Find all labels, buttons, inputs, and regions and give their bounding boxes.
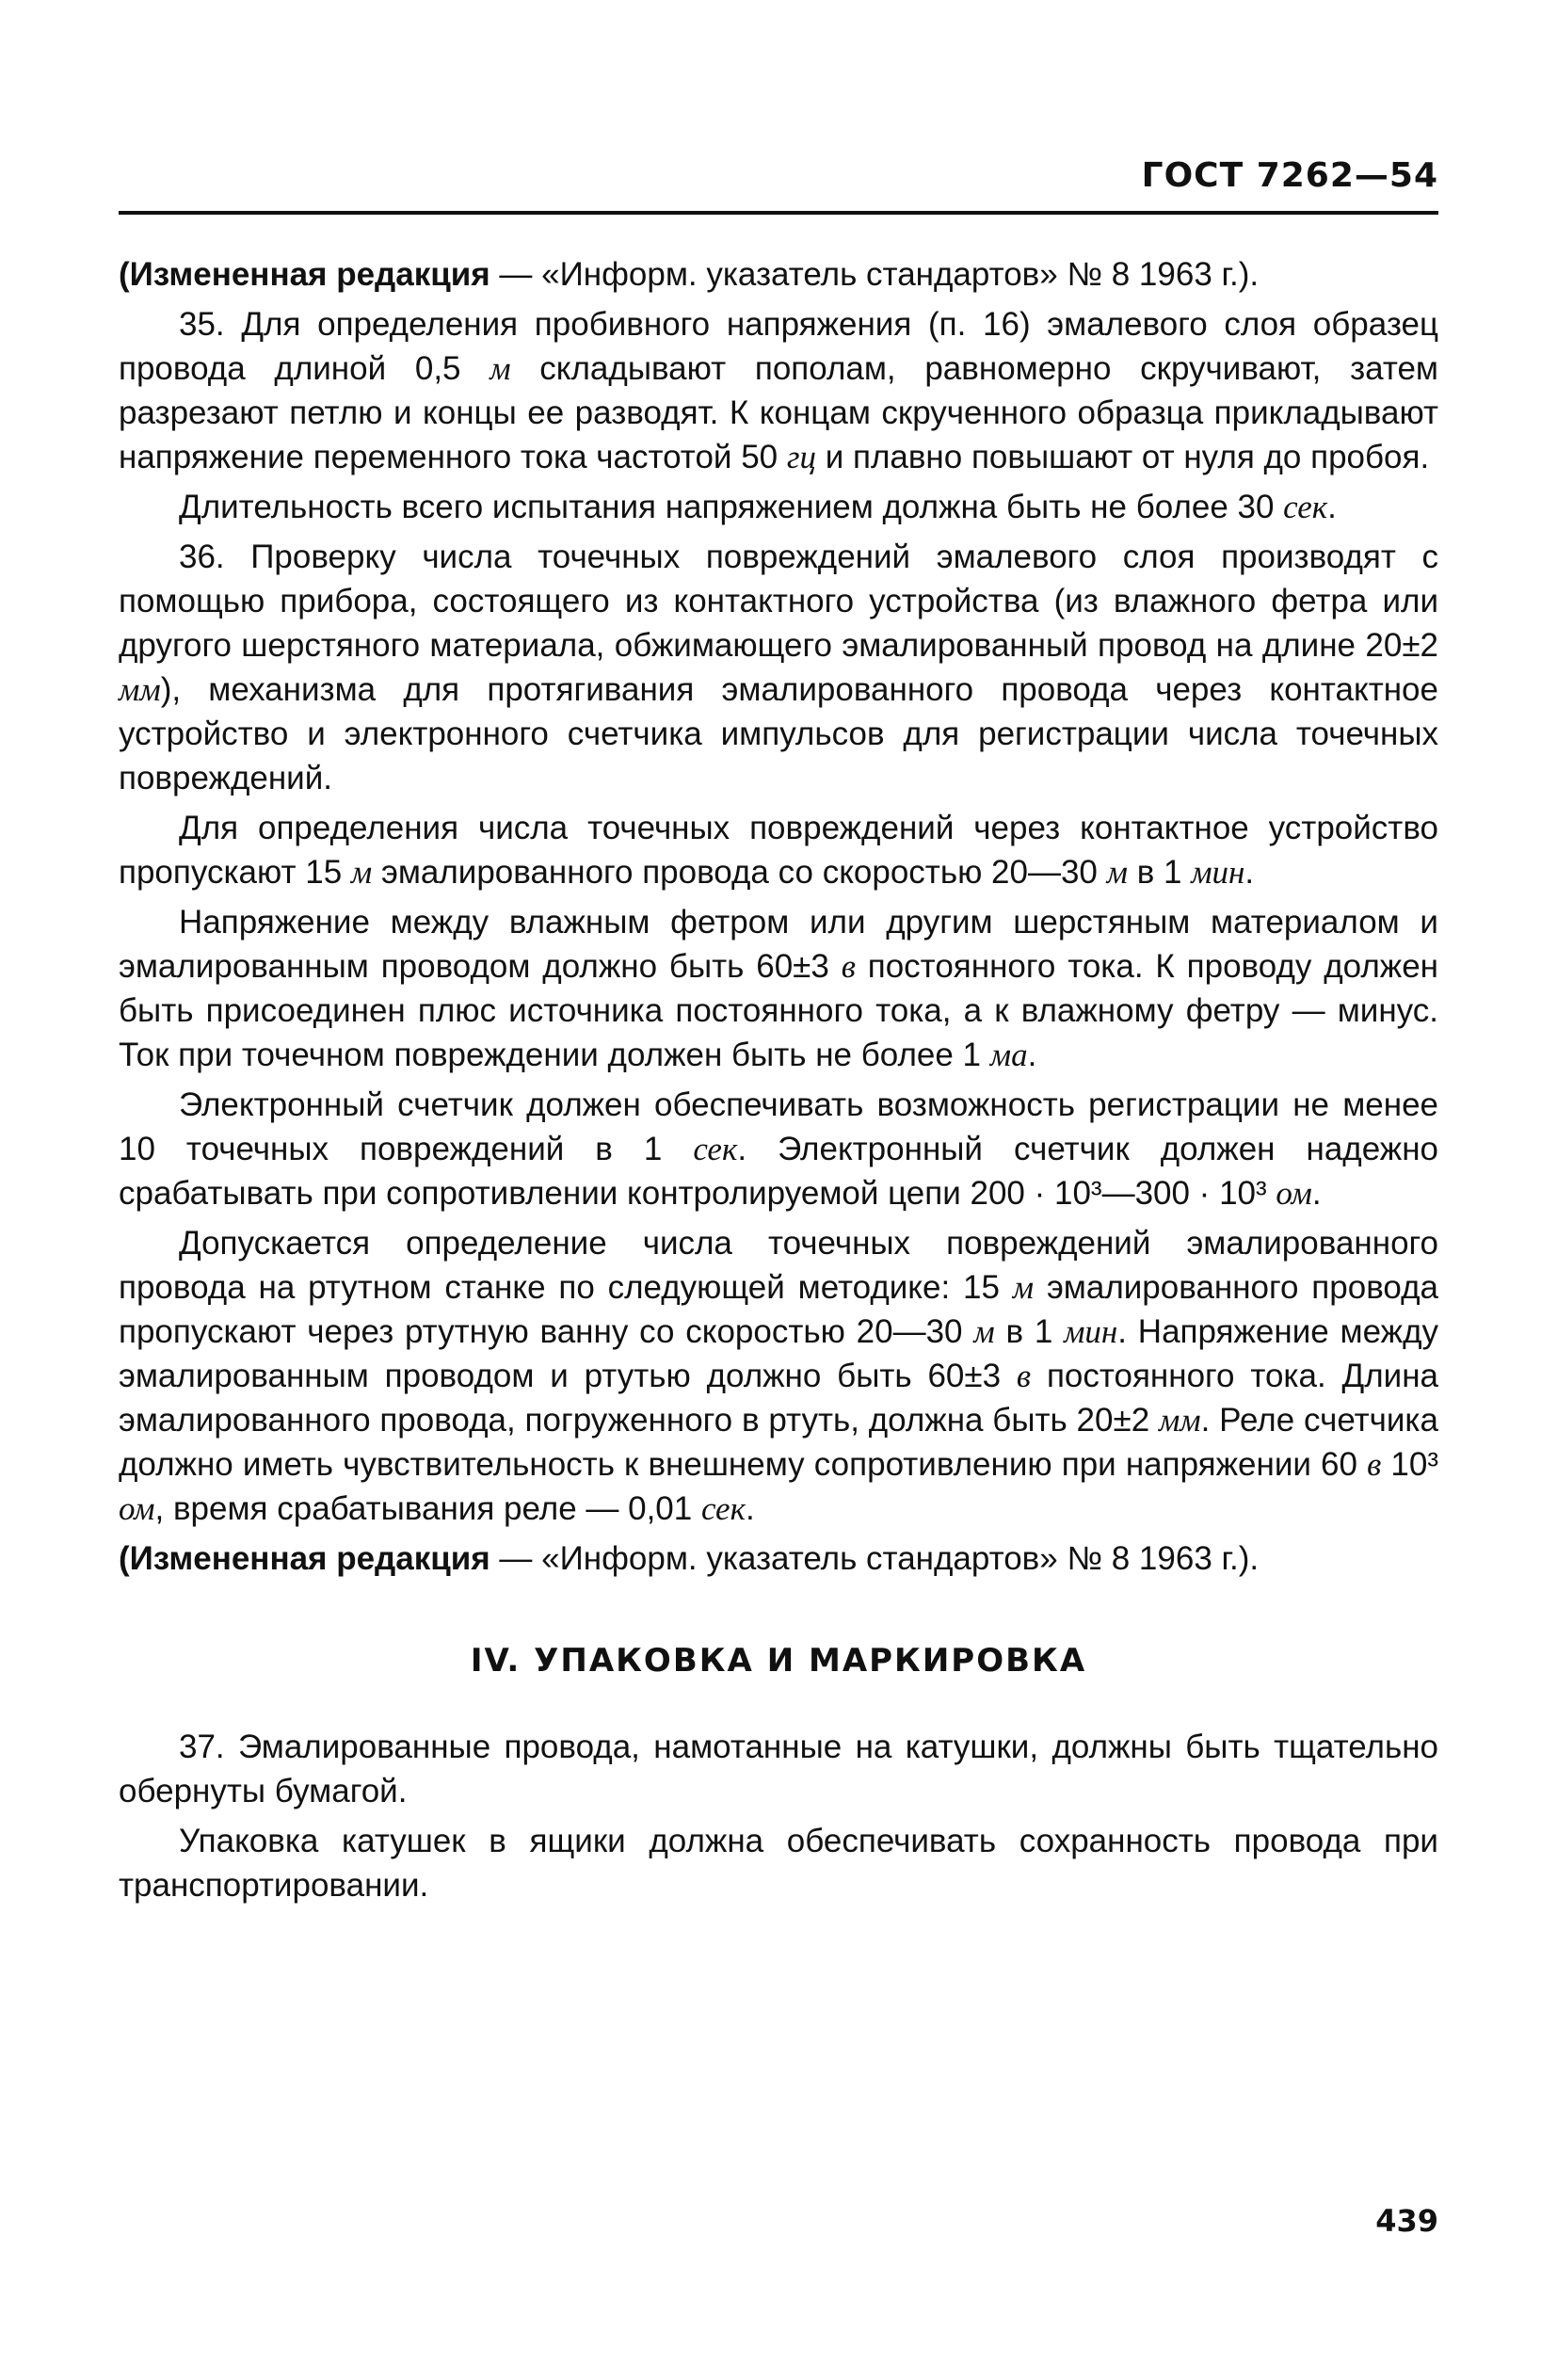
clause-37: 37. Эмалированные провода, намотанные на катушки, должны быть тщательно обернуты бумагой. xyxy=(119,1729,1438,1809)
clause-36c-text-c: . xyxy=(1027,1037,1037,1073)
clause-36e-text-b: эмалированного провода пропускают через ртутную ванну со скоростью 20—30 xyxy=(119,1269,1438,1350)
unit: м xyxy=(1106,854,1128,891)
unit: ма xyxy=(989,1037,1028,1073)
unit: мм xyxy=(1158,1402,1201,1439)
unit: мин xyxy=(1064,1313,1118,1350)
clause-37-packing: Упаковка катушек в ящики должна обеспечивать сохранность провода при транспортировании. xyxy=(119,1823,1438,1904)
clause-36-voltage xyxy=(119,900,1438,1077)
unit: сек xyxy=(700,1490,746,1527)
section-title: IV. УПАКОВКА И МАРКИРОВКА xyxy=(470,1642,1087,1680)
clause-35-text-c: и плавно повышают от нуля до пробоя. xyxy=(816,439,1430,475)
unit: м xyxy=(350,854,373,891)
clause-36c-text-b: постоянного тока. К проводу должен быть присоединен плюс источника постоянного тока, а к влажному фетру — минус. Ток при точечном повреждении должен быть не более 1 xyxy=(119,948,1438,1073)
clause-36-speed xyxy=(119,806,1438,894)
clause-36e-text-a: Допускается определение числа точечных повреждений эмалированного провода на ртутном станке по следующей методике: 15 xyxy=(119,1225,1438,1306)
unit: ом xyxy=(119,1490,155,1527)
clause-36b-text-c: в 1 xyxy=(1127,854,1192,891)
unit: в xyxy=(1367,1446,1382,1483)
clause-35-text-b: складывают пополам, равномерно скручивают, затем разрезают петлю и концы ее разводят. К концам скрученного образца прикладывают напряжение переменного тока частотой 50 xyxy=(119,350,1438,475)
clause-36-mercury xyxy=(119,1221,1438,1531)
unit: сек xyxy=(693,1131,738,1167)
unit: ом xyxy=(1276,1175,1312,1212)
clause-36-counter xyxy=(119,1083,1438,1215)
clause-36e-text-d: . Напряжение между эмалированным проводом и ртутью должно быть 60±3 xyxy=(119,1313,1438,1394)
page-header xyxy=(119,151,1438,215)
clause-36-text-a: 36. Проверку числа точечных повреждений эмалевого слоя производят с помощью прибора, состоящего из контактного устройства (из влажного фетра или другого шерстяного материала, обжимающего эмалированный провод на длине 20±2 xyxy=(119,539,1438,664)
unit: гц xyxy=(786,439,816,475)
clause-36e-text-e: постоянного тока. Длина эмалированного провода, погруженного в ртуть, должна быть 20±2 xyxy=(119,1358,1439,1439)
clause-35-text-a: 35. Для определения пробивного напряжения (п. 16) эмалевого слоя образец провода длиной 0,5 xyxy=(119,306,1438,387)
clause-36e-text-h: , время срабатывания реле — 0,01 xyxy=(154,1490,701,1527)
standard-code: ГОСТ 7262—54 xyxy=(1141,156,1438,195)
clause-36d-text-c: . xyxy=(1311,1175,1322,1212)
clause-36b-text-b: эмалированного провода со скоростью 20—30 xyxy=(372,854,1107,891)
clause-36d-text-b: . Электронный счетчик должен надежно срабатывать при сопротивлении контролируемой цепи 200 · 10³—300 · 10³ xyxy=(119,1131,1438,1212)
clause-35 xyxy=(119,302,1438,479)
unit: м xyxy=(1012,1269,1035,1306)
edit-note-1-rest: — «Информ. указатель стандартов» № 8 1963 г.). xyxy=(490,256,1260,293)
clause-36-text-b: ), механизма для протягивания эмалированного провода через контактное устройство и электронного счетчика импульсов для регистрации числа точечных повреждений. xyxy=(119,671,1438,796)
unit: мин xyxy=(1191,854,1245,891)
unit: в xyxy=(841,948,856,985)
clause-36b-text-a: Для определения числа точечных повреждений через контактное устройство пропускают 15 xyxy=(119,810,1438,891)
clause-35b-text-b: . xyxy=(1327,489,1337,525)
edit-note-1 xyxy=(119,252,1438,297)
clause-35b-text-a: Длительность всего испытания напряжением должна быть не более 30 xyxy=(179,489,1284,525)
clause-36d-text-a: Электронный счетчик должен обеспечивать возможность регистрации не менее 10 точечных повреждений в 1 xyxy=(119,1086,1438,1167)
clause-36e-text-f: . Реле счетчика должно иметь чувствительность к внешнему сопротивлению при напряжении 60 xyxy=(119,1402,1438,1483)
clause-36 xyxy=(119,535,1438,800)
clause-36b-text-d: . xyxy=(1244,854,1255,891)
unit: м xyxy=(490,350,511,387)
document-body xyxy=(119,252,1438,1913)
edit-note-2-rest: — «Информ. указатель стандартов» № 8 1963 г.). xyxy=(490,1540,1260,1577)
clause-36e-text-c: в 1 xyxy=(994,1313,1065,1350)
edit-note-2-bold: (Измененная редакция xyxy=(119,1540,490,1577)
clause-36e-text-i: . xyxy=(745,1490,755,1527)
unit: мм xyxy=(119,671,161,708)
unit: в xyxy=(1016,1358,1032,1394)
edit-note-2 xyxy=(119,1536,1438,1581)
clause-36e-text-g: 10³ xyxy=(1381,1446,1438,1483)
unit: м xyxy=(973,1313,995,1350)
edit-note-1-bold: (Измененная редакция xyxy=(119,256,490,293)
unit: сек xyxy=(1283,489,1328,525)
clause-35-duration xyxy=(119,485,1438,529)
page-number: 439 xyxy=(1375,2203,1438,2239)
clause-36c-text-a: Напряжение между влажным фетром или другим шерстяным материалом и эмалированным проводом должно быть 60±3 xyxy=(119,904,1438,985)
